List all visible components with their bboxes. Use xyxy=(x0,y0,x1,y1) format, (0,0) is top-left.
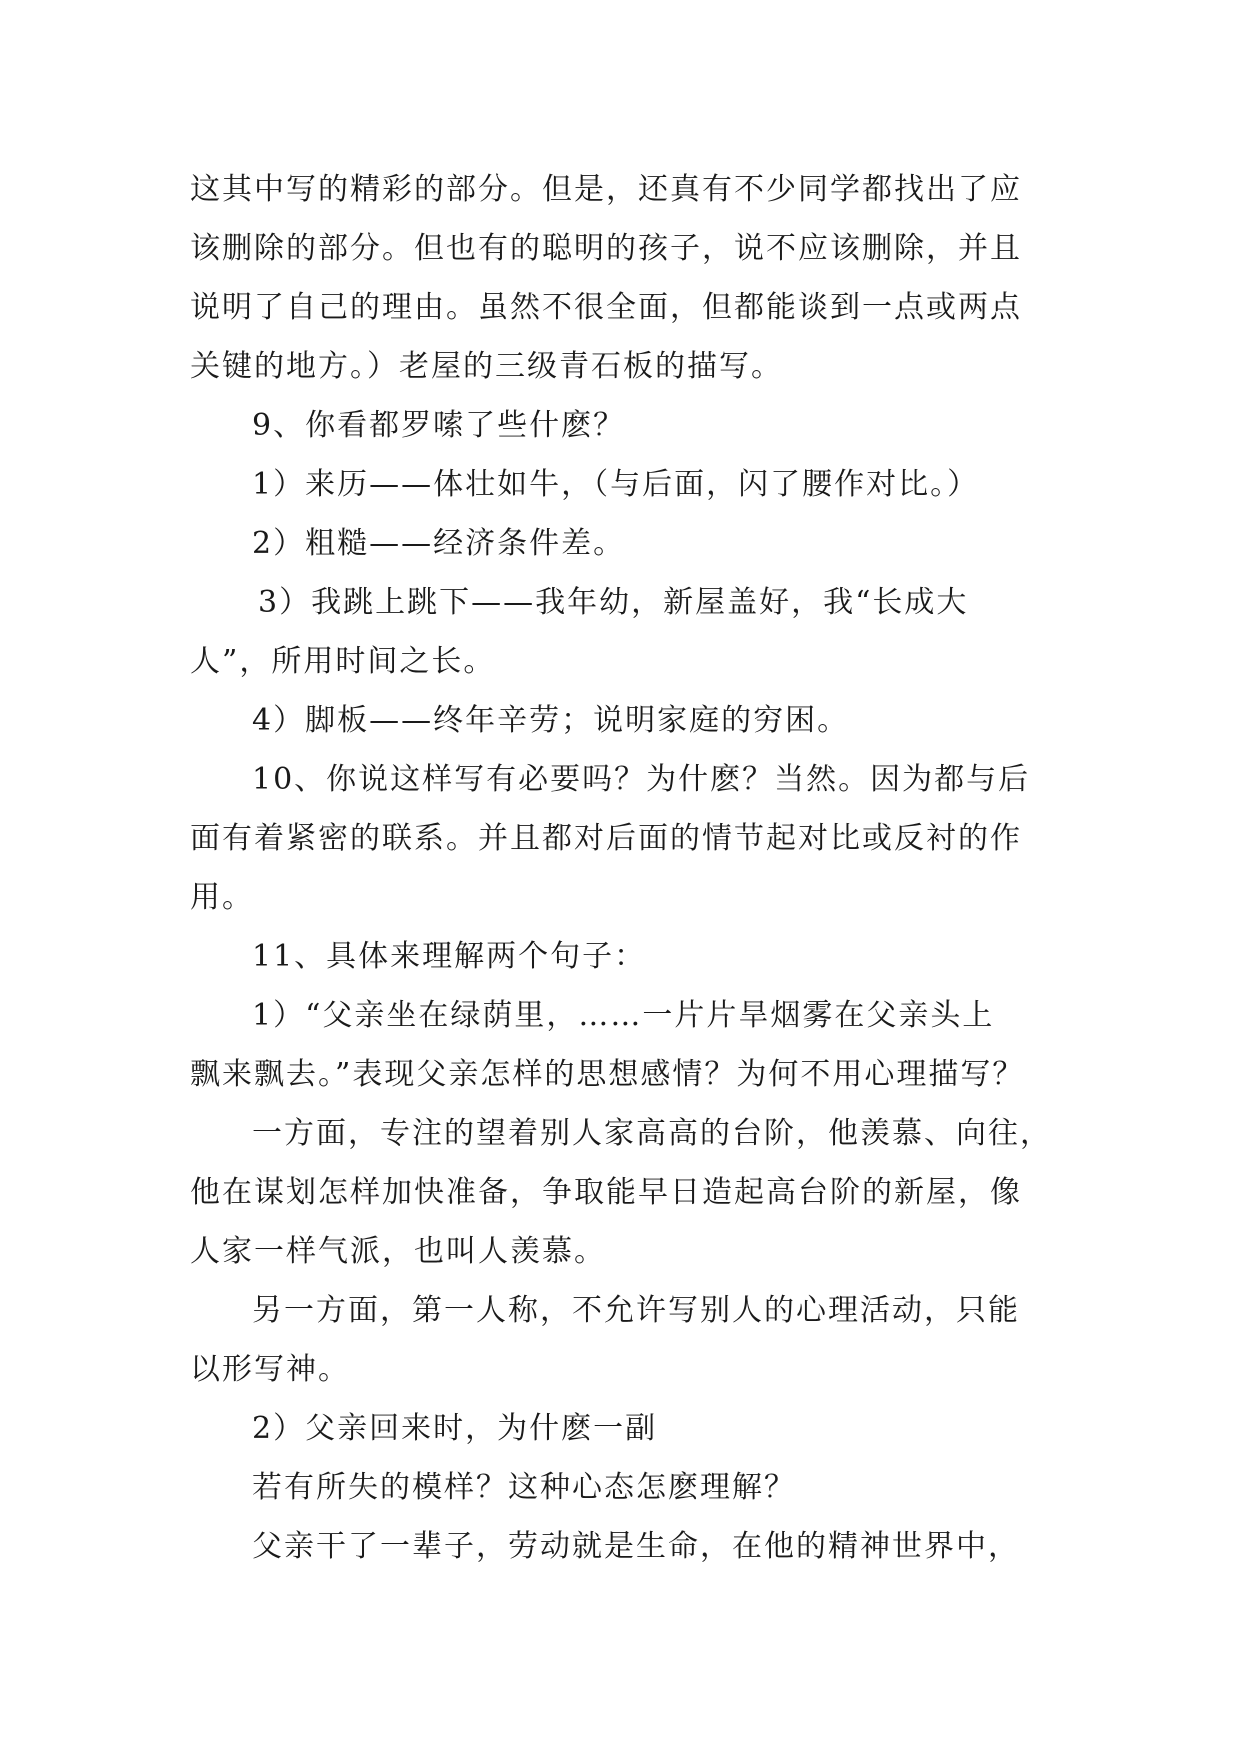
text-line-14: 11、具体来理解两个句子： xyxy=(252,939,647,974)
text-line-15: 1）“父亲坐在绿荫里，……一片片旱烟雾在父亲头上 xyxy=(252,998,995,1033)
text-line-16: 飘来飘去。”表现父亲怎样的思想感情？为何不用心理描写？ xyxy=(190,1057,1025,1092)
text-line-7: 2）粗糙——经济条件差。 xyxy=(252,526,626,561)
document-body xyxy=(190,160,1050,1576)
text-line-10: 4）脚板——终年辛劳；说明家庭的穷困。 xyxy=(252,703,850,738)
text-line-8: 3）我跳上跳下——我年幼，新屋盖好，我“长成大 xyxy=(258,585,969,620)
text-line-6: 1）来历——体壮如牛，（与后面，闪了腰作对比。） xyxy=(252,467,980,502)
text-line-2: 该删除的部分。但也有的聪明的孩子，说不应该删除，并且 xyxy=(190,231,1022,266)
text-line-11: 10、你说这样写有必要吗？为什麽？当然。因为都与后 xyxy=(252,762,1031,797)
text-line-20: 另一方面，第一人称，不允许写别人的心理活动，只能 xyxy=(252,1293,1020,1328)
text-line-22: 2）父亲回来时，为什麽一副 xyxy=(252,1411,658,1446)
text-line-4: 关键的地方。）老屋的三级青石板的描写。 xyxy=(190,349,783,384)
text-line-23: 若有所失的模样？这种心态怎麽理解？ xyxy=(252,1470,796,1505)
text-line-18: 他在谋划怎样加快准备，争取能早日造起高台阶的新屋，像 xyxy=(190,1175,1022,1210)
text-line-9: 人”，所用时间之长。 xyxy=(190,644,496,679)
text-line-5: 9、你看都罗嗦了些什麽？ xyxy=(252,408,626,443)
text-line-1: 这其中写的精彩的部分。但是，还真有不少同学都找出了应 xyxy=(190,172,1022,207)
text-line-24: 父亲干了一辈子，劳动就是生命，在他的精神世界中， xyxy=(252,1529,1020,1564)
text-line-17: 一方面，专注的望着别人家高高的台阶，他羡慕、向往， xyxy=(252,1116,1052,1151)
text-line-13: 用。 xyxy=(190,880,254,915)
text-line-12: 面有着紧密的联系。并且都对后面的情节起对比或反衬的作 xyxy=(190,821,1022,856)
text-line-21: 以形写神。 xyxy=(190,1352,350,1387)
text-line-3: 说明了自己的理由。虽然不很全面，但都能谈到一点或两点 xyxy=(190,290,1022,325)
text-line-19: 人家一样气派，也叫人羡慕。 xyxy=(190,1234,606,1269)
